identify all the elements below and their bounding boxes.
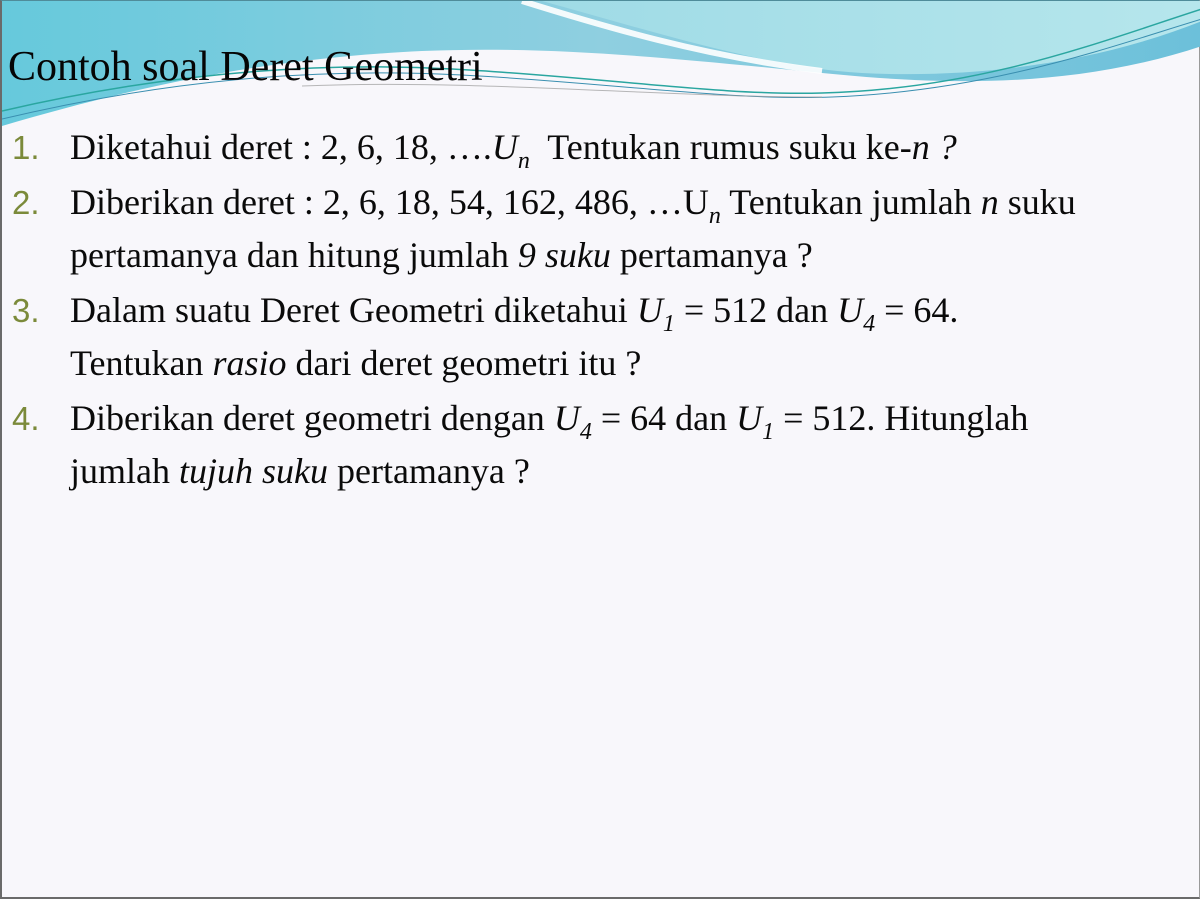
question-line [2,392,1200,445]
list-number: 2. [12,184,40,221]
text: pertamanya ? [327,451,530,491]
math-var: n [980,182,999,222]
text: pertamanya dan hitung jumlah [70,235,518,275]
math-subscript: n [517,148,530,174]
math-subscript: 4 [579,419,592,445]
math-subscript: 4 [863,311,876,337]
text: Tentukan jumlah [720,182,981,222]
text: suku [998,182,1076,222]
math-var: U [636,290,663,330]
text: Diberikan deret geometri dengan [70,398,554,438]
text: jumlah [70,451,179,491]
question-line [2,445,1200,498]
emphasis: rasio [212,343,287,383]
text: Diberikan deret : 2, 6, 18, 54, 162, 486, …U [70,182,709,222]
slide-title: Contoh soal Deret Geometri [8,44,483,90]
question-4 [2,392,1200,498]
math-subscript: 1 [662,311,675,337]
math-subscript: 1 [762,419,775,445]
text: = 512. Hitunglah [774,398,1029,438]
text: Diketahui deret : 2, 6, 18, …. [70,127,492,167]
question-3 [2,284,1200,390]
text: Dalam suatu Deret Geometri diketahui [70,290,637,330]
list-number: 1. [12,129,40,166]
question-list [2,121,1200,498]
math-var: U [553,398,580,438]
question-line [2,337,1200,390]
list-number: 3. [12,292,40,329]
question-line [2,229,1200,282]
emphasis: tujuh suku [178,451,328,491]
list-number: 4. [12,400,40,437]
question-2 [2,176,1200,282]
text: Tentukan [70,343,213,383]
math-subscript: n [708,203,721,229]
text: dari deret geometri itu ? [286,343,642,383]
text: = 64. [875,290,959,330]
question-line [2,121,1200,174]
text: = 512 dan [674,290,838,330]
math-var: U [491,127,518,167]
question-line [2,284,1200,337]
text: Tentukan rumus suku ke- [529,127,912,167]
emphasis: 9 suku [517,235,611,275]
question-line [2,176,1200,229]
text: = 64 dan [591,398,737,438]
math-var: U [736,398,763,438]
text: pertamanya ? [610,235,813,275]
question-1 [2,121,1200,174]
math-var: U [837,290,864,330]
math-var: n ? [911,127,957,167]
